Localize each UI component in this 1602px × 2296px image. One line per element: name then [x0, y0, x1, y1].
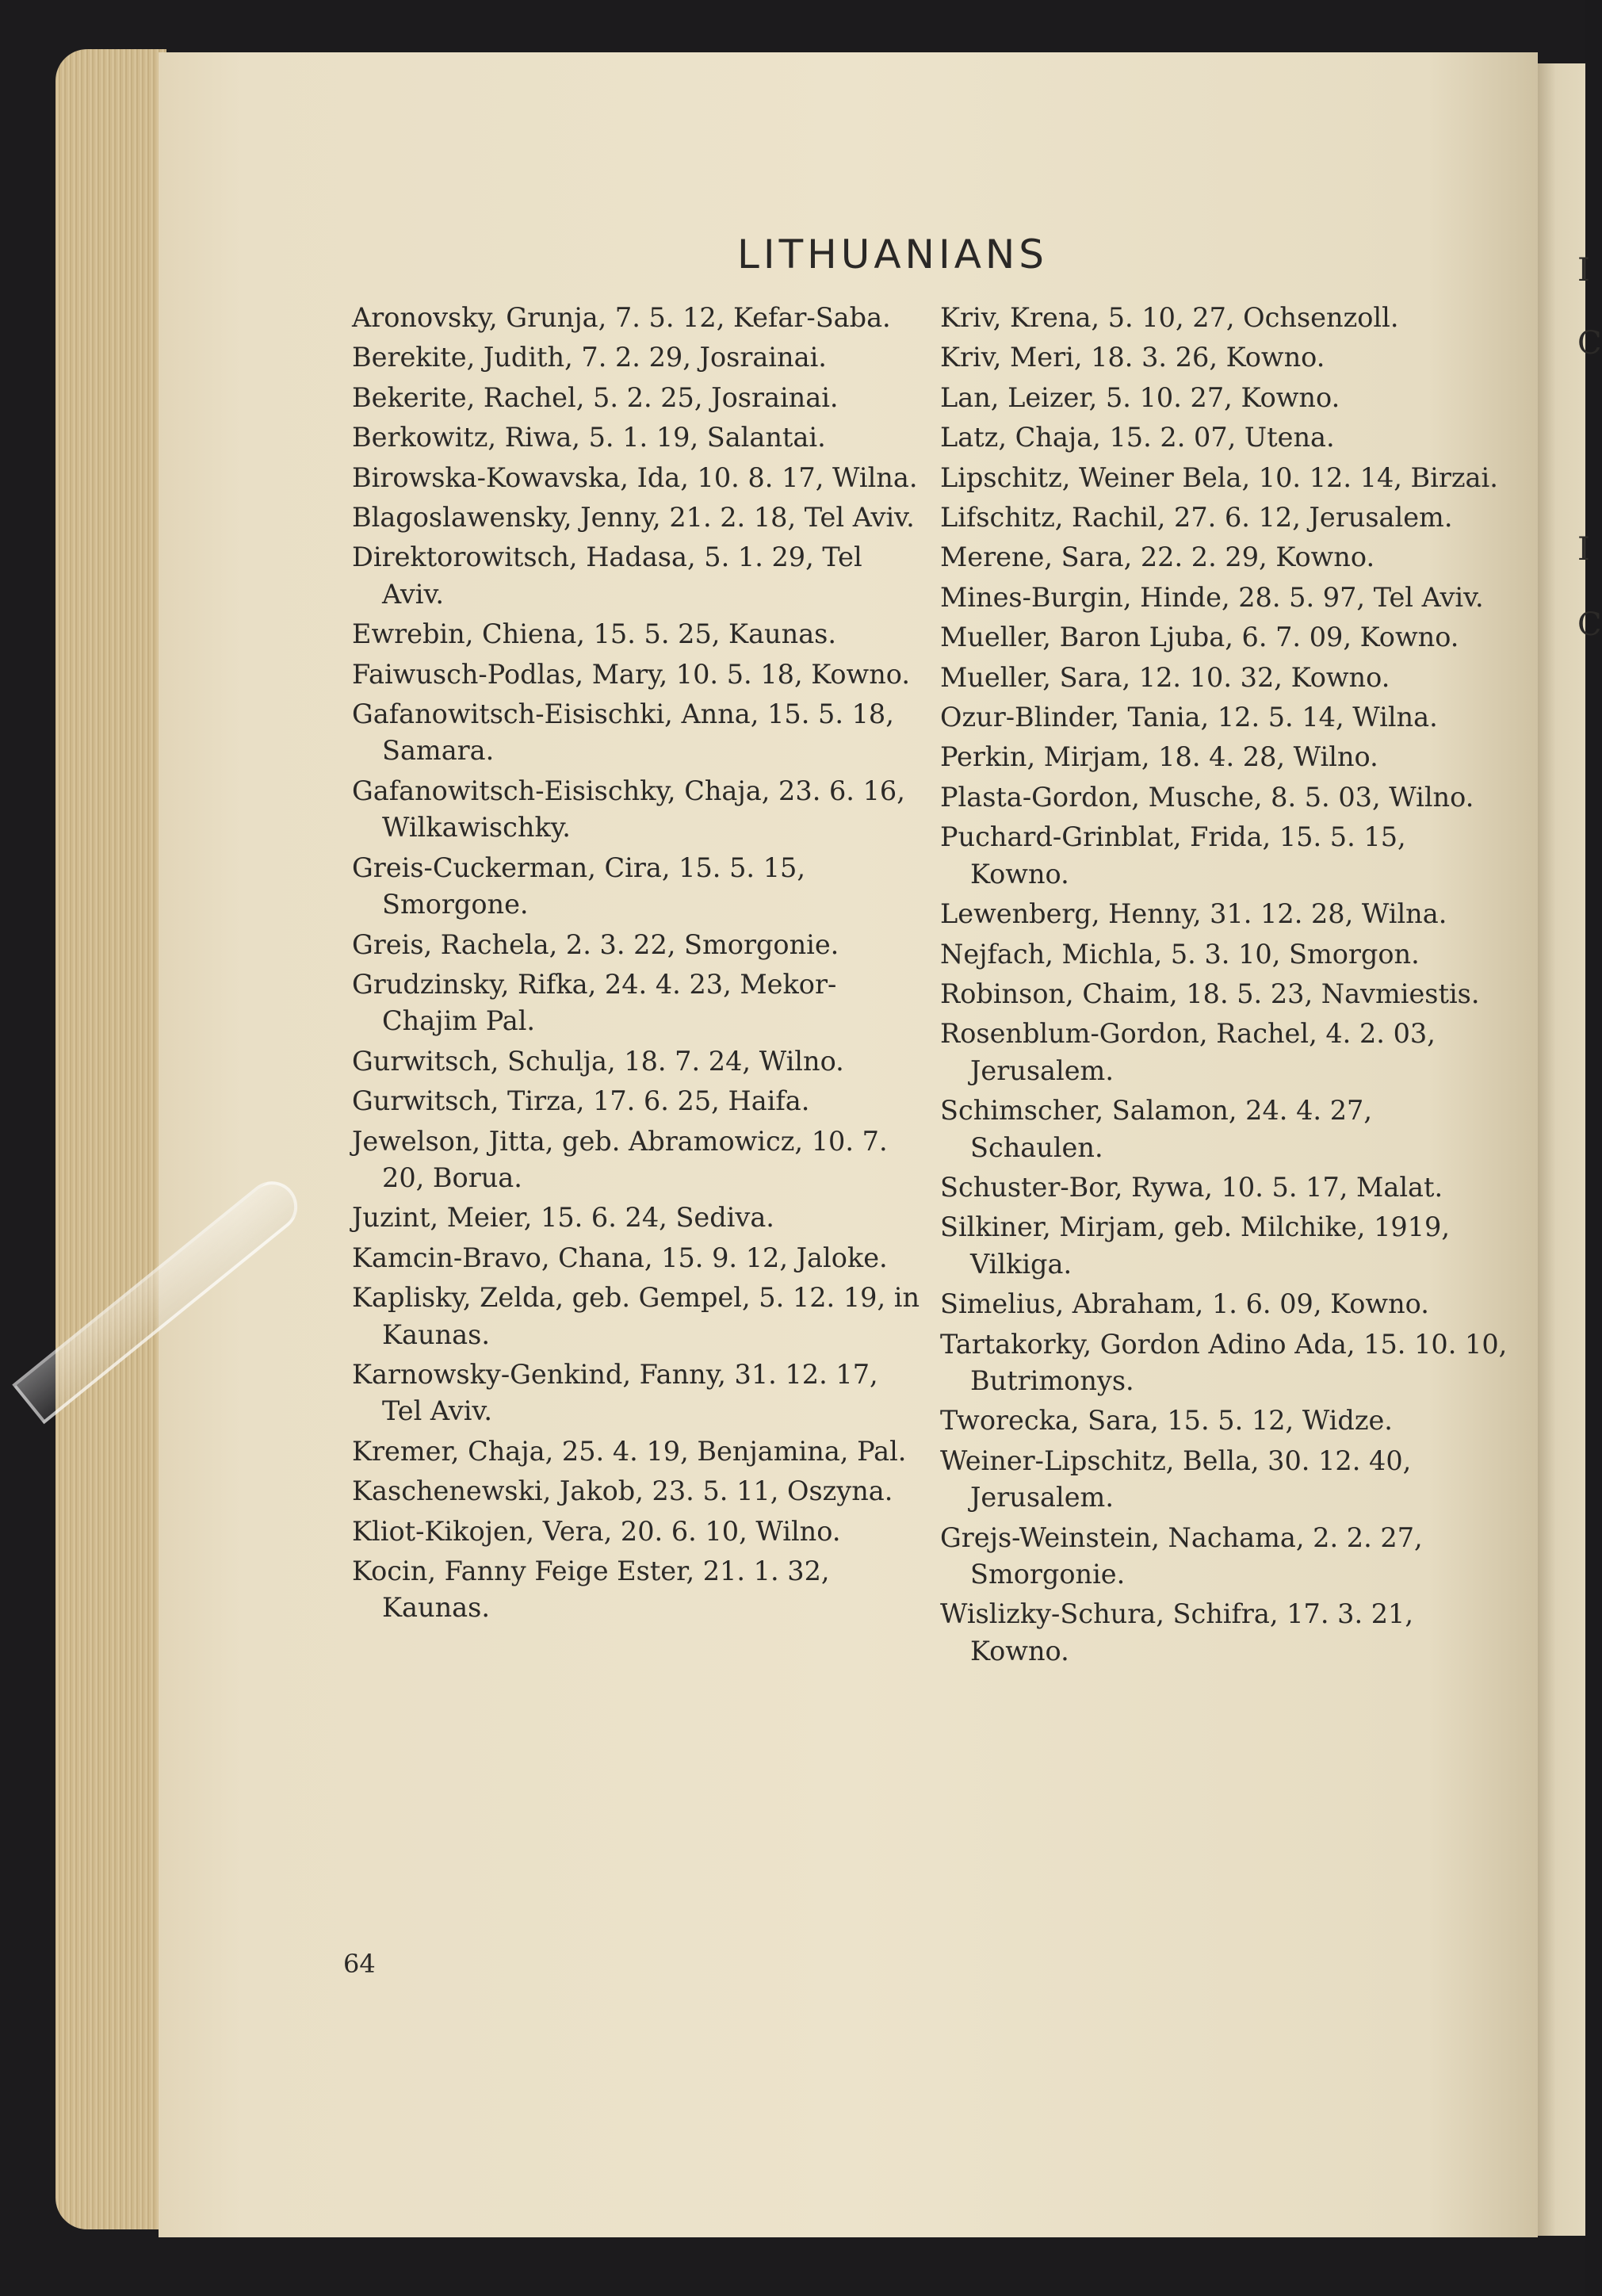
list-entry: Ozur-Blinder, Tania, 12. 5. 14, Wilna. — [940, 702, 1438, 733]
list-entry: Juzint, Meier, 15. 6. 24, Sediva. — [352, 1202, 774, 1234]
list-entry: Schuster-Bor, Rywa, 10. 5. 17, Malat. — [940, 1171, 1443, 1203]
list-entry: Kaplisky, Zelda, geb. Gempel, 5. 12. 19, in Kaunas. — [352, 1282, 920, 1350]
list-entry: Kremer, Chaja, 25. 4. 19, Benjamina, Pal. — [352, 1435, 907, 1467]
list-entry: Kriv, Krena, 5. 10, 27, Ochsenzoll. — [940, 302, 1399, 333]
page-title: LITHUANIANS — [737, 232, 1049, 277]
list-entry: Birowska-Kowavska, Ida, 10. 8. 17, Wilna. — [352, 461, 918, 493]
list-entry: Lifschitz, Rachil, 27. 6. 12, Jerusalem. — [940, 502, 1453, 534]
book-page-edges — [55, 49, 166, 2229]
list-entry: Tworecka, Sara, 15. 5. 12, Widze. — [940, 1405, 1393, 1437]
list-entry: Kocin, Fanny Feige Ester, 21. 1. 32, Kaunas. — [352, 1556, 830, 1624]
list-entry: Mines-Burgin, Hinde, 28. 5. 97, Tel Aviv. — [940, 581, 1484, 613]
list-entry: Tartakorky, Gordon Adino Ada, 15. 10. 10, Butrimonys. — [940, 1328, 1508, 1396]
list-entry: Kliot-Kikojen, Vera, 20. 6. 10, Wilno. — [352, 1515, 841, 1547]
list-entry: Lan, Leizer, 5. 10. 27, Kowno. — [940, 381, 1340, 413]
list-entry: Gafanowitsch-Eisischky, Chaja, 23. 6. 16, Wilkawischky. — [352, 775, 905, 844]
list-entry: Robinson, Chaim, 18. 5. 23, Navmiestis. — [940, 978, 1480, 1009]
list-entry: Jewelson, Jitta, geb. Abramowicz, 10. 7. 20, Borua. — [352, 1125, 888, 1193]
list-entry: Gurwitsch, Tirza, 17. 6. 25, Haifa. — [352, 1085, 810, 1117]
facing-page-edge — [1536, 63, 1585, 2236]
list-entry: Blagoslawensky, Jenny, 21. 2. 18, Tel Aviv. — [352, 502, 915, 534]
list-entry: Silkiner, Mirjam, geb. Milchike, 1919, Vilkiga. — [940, 1211, 1450, 1280]
list-entry: Ewrebin, Chiena, 15. 5. 25, Kaunas. — [352, 618, 837, 650]
list-entry: Lipschitz, Weiner Bela, 10. 12. 14, Birzai. — [940, 461, 1498, 493]
list-entry: Gafanowitsch-Eisischki, Anna, 15. 5. 18, Samara. — [352, 698, 894, 767]
page-number: 64 — [343, 1949, 376, 1979]
left-column — [352, 300, 923, 1630]
list-entry: Lewenberg, Henny, 31. 12. 28, Wilna. — [940, 898, 1447, 930]
list-entry: Perkin, Mirjam, 18. 4. 28, Wilno. — [940, 741, 1378, 773]
list-entry: Mueller, Sara, 12. 10. 32, Kowno. — [940, 661, 1390, 693]
list-entry: Weiner-Lipschitz, Bella, 30. 12. 40, Jerusalem. — [940, 1445, 1412, 1513]
list-entry: Kriv, Meri, 18. 3. 26, Kowno. — [940, 342, 1325, 373]
list-entry: Aronovsky, Grunja, 7. 5. 12, Kefar-Saba. — [352, 302, 891, 333]
facing-page-letter: I — [1577, 252, 1590, 289]
list-entry: Kamcin-Bravo, Chana, 15. 9. 12, Jaloke. — [352, 1242, 888, 1273]
list-entry: Merene, Sara, 22. 2. 29, Kowno. — [940, 541, 1375, 573]
facing-page-letter: C — [1577, 325, 1602, 362]
list-entry: Puchard-Grinblat, Frida, 15. 5. 15, Kowno. — [940, 821, 1406, 890]
list-entry: Mueller, Baron Ljuba, 6. 7. 09, Kowno. — [940, 622, 1459, 653]
list-entry: Wislizky-Schura, Schifra, 17. 3. 21, Kowno. — [940, 1598, 1414, 1667]
list-entry: Schimscher, Salamon, 24. 4. 27, Schaulen. — [940, 1095, 1372, 1163]
list-entry: Grejs-Weinstein, Nachama, 2. 2. 27, Smorgonie. — [940, 1521, 1423, 1590]
list-entry: Karnowsky-Genkind, Fanny, 31. 12. 17, Tel Aviv. — [352, 1358, 878, 1427]
list-entry: Berkowitz, Riwa, 5. 1. 19, Salantai. — [352, 422, 826, 453]
facing-page-letter: I — [1577, 531, 1590, 568]
list-entry: Latz, Chaja, 15. 2. 07, Utena. — [940, 422, 1335, 453]
list-entry: Berekite, Judith, 7. 2. 29, Josrainai. — [352, 342, 827, 373]
list-entry: Faiwusch-Podlas, Mary, 10. 5. 18, Kowno. — [352, 658, 911, 690]
list-entry: Plasta-Gordon, Musche, 8. 5. 03, Wilno. — [940, 781, 1474, 813]
list-entry: Greis-Cuckerman, Cira, 15. 5. 15, Smorgone. — [352, 851, 805, 920]
facing-page-letter: C — [1577, 607, 1602, 643]
right-column — [940, 300, 1511, 1673]
list-entry: Direktorowitsch, Hadasa, 5. 1. 29, Tel Aviv. — [352, 541, 862, 610]
list-entry: Bekerite, Rachel, 5. 2. 25, Josrainai. — [352, 381, 839, 413]
list-entry: Gurwitsch, Schulja, 18. 7. 24, Wilno. — [352, 1045, 844, 1077]
list-entry: Rosenblum-Gordon, Rachel, 4. 2. 03, Jerusalem. — [940, 1018, 1436, 1086]
list-entry: Greis, Rachela, 2. 3. 22, Smorgonie. — [352, 928, 839, 960]
list-entry: Grudzinsky, Rifka, 24. 4. 23, Mekor-Chajim Pal. — [352, 968, 837, 1037]
list-entry: Simelius, Abraham, 1. 6. 09, Kowno. — [940, 1288, 1429, 1320]
list-entry: Nejfach, Michla, 5. 3. 10, Smorgon. — [940, 938, 1420, 970]
list-entry: Kaschenewski, Jakob, 23. 5. 11, Oszyna. — [352, 1475, 893, 1507]
